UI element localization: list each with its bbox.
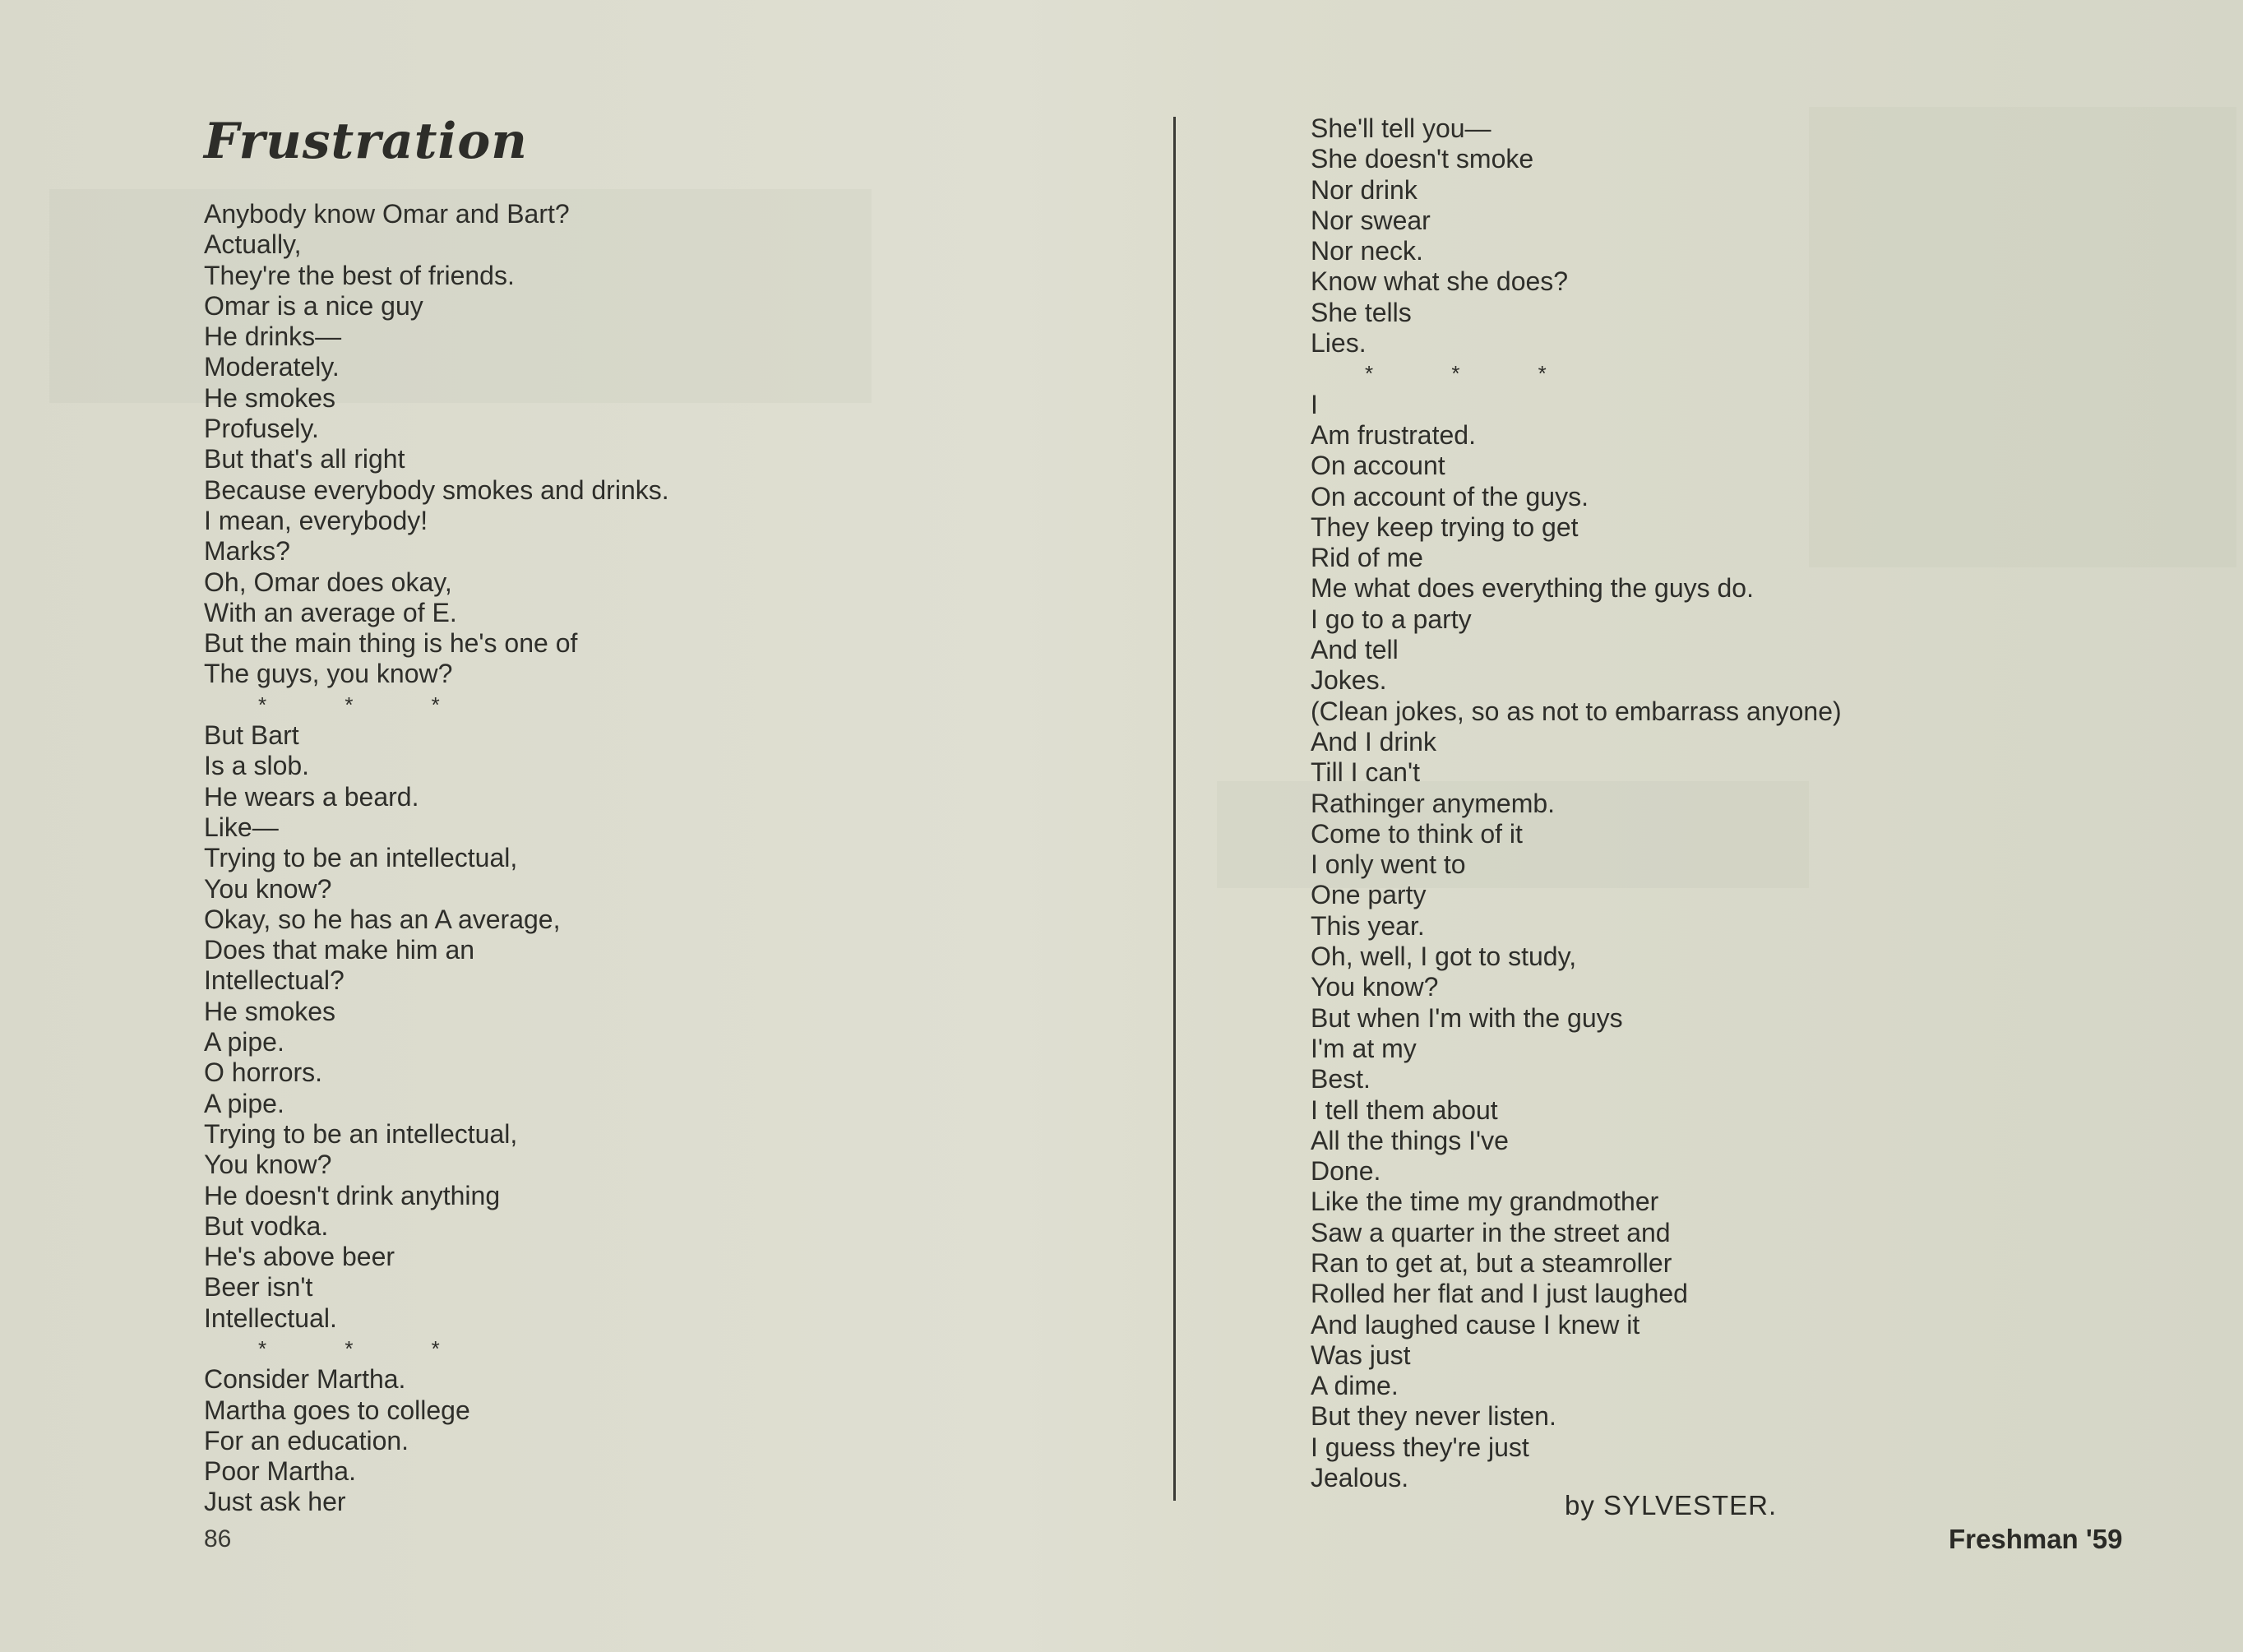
poem-line: Omar is a nice guy — [204, 290, 423, 321]
section-break: * * * — [1365, 361, 1583, 386]
poem-line: Nor neck. — [1311, 236, 1423, 266]
poem-line: Does that make him an — [204, 935, 475, 965]
poem-line: Moderately. — [204, 352, 340, 382]
poem-line: You know? — [204, 1150, 332, 1180]
poem-line: You know? — [204, 873, 332, 904]
poem-line: He drinks— — [204, 322, 342, 352]
footer-label: Freshman '59 — [1949, 1524, 2123, 1554]
poem-line: I — [1311, 389, 1318, 419]
poem-line: Done. — [1311, 1156, 1381, 1187]
poem-line: The guys, you know? — [204, 659, 453, 689]
poem-line: He smokes — [204, 996, 336, 1026]
poem-line: Martha goes to college — [204, 1395, 470, 1425]
poem-line: Actually, — [204, 229, 302, 260]
section-break: * * * — [258, 692, 476, 717]
poem-line: For an education. — [204, 1425, 409, 1455]
page-number: 86 — [204, 1525, 232, 1553]
poem-line: With an average of E. — [204, 597, 457, 627]
poem-line: Rathinger anymemb. — [1311, 788, 1556, 818]
poem-line: And tell — [1311, 635, 1399, 665]
poem-line: He wears a beard. — [204, 781, 419, 812]
poem-line: Oh, well, I got to study, — [1311, 942, 1577, 972]
poem-line: I tell them about — [1311, 1094, 1498, 1125]
poem-line: On account of the guys. — [1311, 481, 1589, 511]
poem-line: But Bart — [204, 720, 299, 751]
poem-line: Like the time my grandmother — [1311, 1187, 1659, 1217]
poem-line: Intellectual? — [204, 965, 345, 996]
poem-line: But the main thing is he's one of — [204, 628, 578, 659]
poem-line: She tells — [1311, 297, 1412, 327]
poem-line: Trying to be an intellectual, — [204, 843, 518, 873]
poem-line: A pipe. — [204, 1088, 284, 1118]
poem-line: (Clean jokes, so as not to embarrass anyone) — [1311, 696, 1842, 726]
section-break: * * * — [258, 1335, 476, 1361]
poem-line: Because everybody smokes and drinks. — [204, 474, 669, 505]
poem-line: I go to a party — [1311, 604, 1472, 634]
poem-line: Marks? — [204, 536, 290, 567]
poem-line: Like— — [204, 812, 279, 842]
poem-line: Saw a quarter in the street and — [1311, 1217, 1671, 1247]
poem-line: You know? — [1311, 972, 1439, 1002]
poem-line: Consider Martha. — [204, 1364, 406, 1395]
poem-line: Ran to get at, but a steamroller — [1311, 1247, 1672, 1278]
poem-line: On account — [1311, 451, 1445, 481]
poem-line: Poor Martha. — [204, 1456, 356, 1487]
poem-line: Till I can't — [1311, 757, 1420, 788]
poem-line: Is a slob. — [204, 751, 310, 781]
poem-line: Profusely. — [204, 414, 319, 444]
poem-line: And I drink — [1311, 726, 1436, 757]
poem-line: Best. — [1311, 1064, 1371, 1094]
poem-line: They're the best of friends. — [204, 260, 515, 290]
poem-line: I guess they're just — [1311, 1432, 1529, 1462]
poem-line: One party — [1311, 880, 1427, 910]
poem-line: But vodka. — [204, 1210, 329, 1241]
byline: by SYLVESTER. — [1565, 1490, 1778, 1520]
poem-line: Trying to be an intellectual, — [204, 1118, 518, 1149]
poem-line: Come to think of it — [1311, 818, 1523, 849]
poem-line: She'll tell you— — [1311, 113, 1491, 143]
poem-line: A pipe. — [204, 1027, 284, 1057]
poem-line: Jokes. — [1311, 665, 1387, 696]
poem-line: Just ask her — [204, 1487, 346, 1517]
poem-line: He doesn't drink anything — [204, 1180, 501, 1210]
poem-line: But when I'm with the guys — [1311, 1002, 1623, 1033]
poem-line: Am frustrated. — [1311, 419, 1476, 450]
poem-line: He's above beer — [204, 1242, 395, 1272]
poem-line: Intellectual. — [204, 1303, 337, 1333]
poem-line: I only went to — [1311, 849, 1466, 880]
poem-line: Know what she does? — [1311, 266, 1569, 297]
poem-line: Lies. — [1311, 328, 1367, 359]
poem-line: They keep trying to get — [1311, 511, 1579, 542]
poem-line: Jealous. — [1311, 1463, 1409, 1493]
poem-line: Beer isn't — [204, 1272, 313, 1303]
poem-line: This year. — [1311, 910, 1425, 941]
poem-line: She doesn't smoke — [1311, 144, 1534, 174]
poem-line: Anybody know Omar and Bart? — [204, 199, 570, 229]
poem-line: I mean, everybody! — [204, 505, 428, 535]
poem-line: I'm at my — [1311, 1033, 1417, 1063]
poem-line: Rolled her flat and I just laughed — [1311, 1279, 1688, 1309]
poem-line: But they never listen. — [1311, 1401, 1556, 1432]
poem-line: And laughed cause I knew it — [1311, 1309, 1640, 1340]
poem-line: Was just — [1311, 1340, 1411, 1370]
right-column-text — [1311, 113, 1842, 1493]
poem-line: All the things I've — [1311, 1125, 1509, 1155]
poem-line: Oh, Omar does okay, — [204, 567, 452, 597]
poem-line: Me what does everything the guys do. — [1311, 573, 1754, 604]
poem-line: Rid of me — [1311, 543, 1423, 573]
poem-line: He smokes — [204, 382, 336, 413]
left-column-text — [204, 199, 669, 1518]
show-through-right — [1809, 107, 2236, 567]
poem-title: Frustration — [204, 113, 528, 170]
poem-line: A dime. — [1311, 1371, 1399, 1401]
poem-line: O horrors. — [204, 1057, 323, 1088]
poem-line: Nor swear — [1311, 205, 1431, 235]
poem-line: Okay, so he has an A average, — [204, 904, 561, 934]
poem-line: Nor drink — [1311, 174, 1417, 205]
poem-line: But that's all right — [204, 444, 405, 474]
column-divider — [1173, 117, 1176, 1501]
